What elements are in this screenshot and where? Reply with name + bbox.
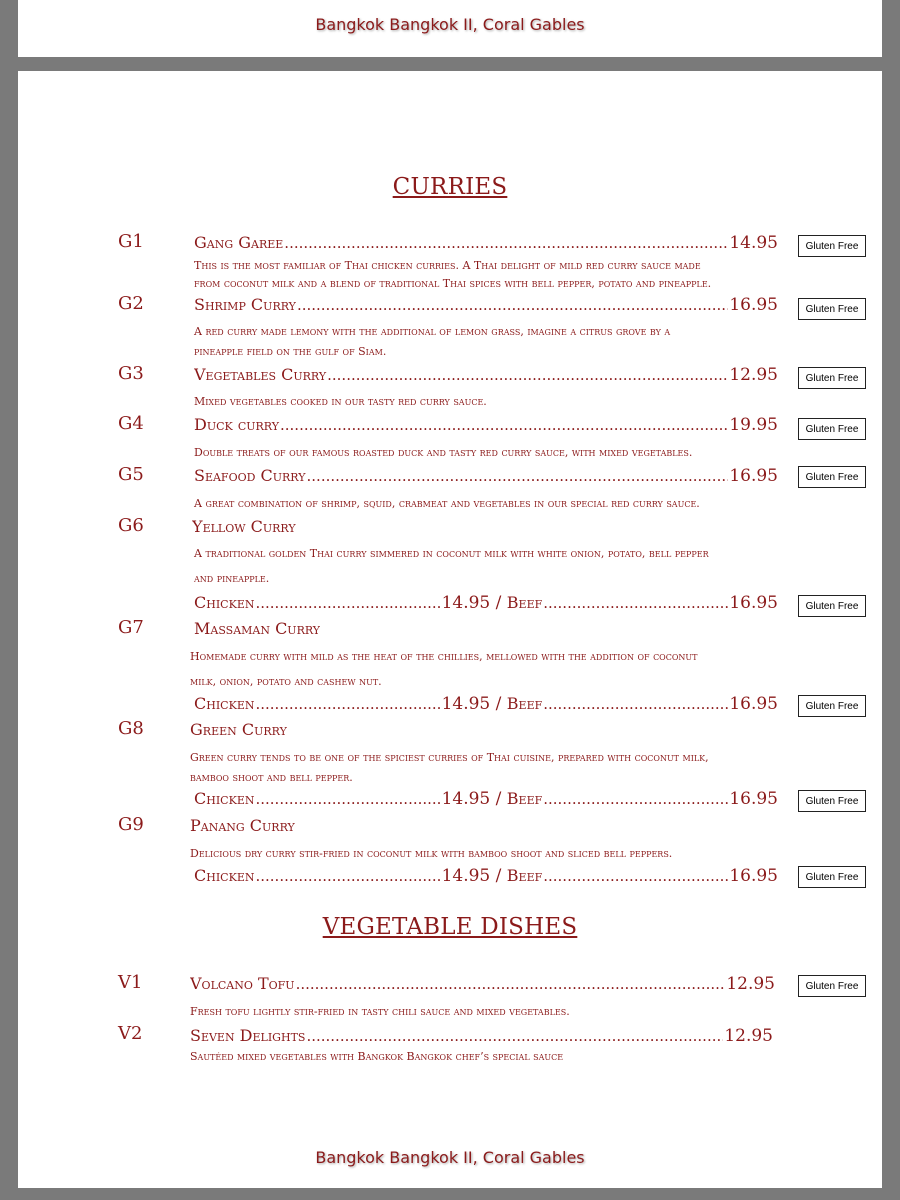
item-name: Panang Curry xyxy=(190,816,295,835)
gluten-free-badge: Gluten Free xyxy=(798,975,866,997)
item-description: Homemade curry with mild as the heat of the chillies, mellowed with the addition of coconut xyxy=(190,650,698,663)
option-beef: Beef xyxy=(506,789,543,808)
price-line-chicken-beef: Chicken ..... 14.95 / Beef ..... 16.95 xyxy=(194,694,778,714)
item-code: G8 xyxy=(118,718,144,739)
item-price: 12.95 xyxy=(729,365,778,385)
menu-item-seafood-curry xyxy=(194,466,778,486)
gluten-free-badge: Gluten Free xyxy=(798,595,866,617)
item-description: pineapple field on the gulf of Siam. xyxy=(194,345,387,358)
item-code: G7 xyxy=(118,617,144,638)
item-description: A red curry made lemony with the additional of lemon grass, imagine a citrus grove by a xyxy=(194,325,671,338)
item-description: Sautéed mixed vegetables with Bangkok Bangkok chef’s special sauce xyxy=(190,1050,564,1063)
item-description: Fresh tofu lightly stir-fried in tasty chili sauce and mixed vegetables. xyxy=(190,1005,570,1018)
menu-item-panang-curry xyxy=(190,816,295,835)
option-beef: Beef xyxy=(506,694,543,713)
item-description: Delicious dry curry stir-fried in coconut milk with bamboo shoot and sliced bell peppers. xyxy=(190,847,673,860)
chicken-price: 14.95 xyxy=(441,593,491,613)
option-chicken: Chicken xyxy=(194,789,255,808)
item-price: 16.95 xyxy=(729,295,778,315)
dot-leader xyxy=(307,467,729,485)
menu-item-duck-curry xyxy=(194,415,778,435)
option-chicken: Chicken xyxy=(194,593,255,612)
dot-leader xyxy=(280,416,728,434)
header-restaurant-name: Bangkok Bangkok II, Coral Gables xyxy=(315,15,585,34)
price-line-chicken-beef: Chicken ..... 14.95 / Beef ..... 16.95 xyxy=(194,866,778,886)
menu-item-yellow-curry xyxy=(192,517,296,536)
item-description: Double treats of our famous roasted duck and tasty red curry sauce, with mixed vegetables. xyxy=(194,446,693,459)
item-price: 19.95 xyxy=(729,415,778,435)
chicken-price: 14.95 xyxy=(441,866,491,886)
item-name: Vegetables Curry xyxy=(194,365,327,384)
menu-item-vegetables-curry xyxy=(194,365,778,385)
dot-leader xyxy=(543,695,728,713)
page-header xyxy=(18,0,882,57)
menu-item-seven-delights xyxy=(190,1026,773,1046)
dot-leader xyxy=(306,1027,723,1045)
item-code: V1 xyxy=(118,972,143,993)
item-code: G6 xyxy=(118,515,144,536)
gluten-free-badge: Gluten Free xyxy=(798,367,866,389)
item-name: Volcano Tofu xyxy=(190,974,295,993)
footer-restaurant-name: Bangkok Bangkok II, Coral Gables xyxy=(315,1148,585,1167)
gluten-free-badge: Gluten Free xyxy=(798,418,866,440)
dot-leader xyxy=(255,867,440,885)
option-beef: Beef xyxy=(506,593,543,612)
dot-leader xyxy=(255,790,440,808)
gluten-free-badge: Gluten Free xyxy=(798,235,866,257)
price-line-chicken-beef: Chicken ..... 14.95 / Beef ..... 16.95 xyxy=(194,593,778,613)
dot-leader xyxy=(255,594,440,612)
item-description: milk, onion, potato and cashew nut. xyxy=(190,675,382,688)
item-price: 14.95 xyxy=(729,233,778,253)
gluten-free-badge: Gluten Free xyxy=(798,466,866,488)
dot-leader xyxy=(296,975,726,993)
item-description: A great combination of shrimp, squid, crabmeat and vegetables in our special red curry sauce. xyxy=(194,497,700,510)
dot-leader xyxy=(327,366,728,384)
item-name: Green Curry xyxy=(190,720,287,739)
menu-item-gang-garee xyxy=(194,233,778,253)
item-name: Seven Delights xyxy=(190,1026,306,1045)
beef-price: 16.95 xyxy=(729,593,778,613)
menu-item-shrimp-curry xyxy=(194,295,778,315)
item-code: G4 xyxy=(118,413,144,434)
item-code: G5 xyxy=(118,464,144,485)
item-price: 16.95 xyxy=(729,466,778,486)
item-code: G1 xyxy=(118,231,144,252)
chicken-price: 14.95 xyxy=(441,694,491,714)
beef-price: 16.95 xyxy=(729,866,778,886)
beef-price: 16.95 xyxy=(729,694,778,714)
beef-price: 16.95 xyxy=(729,789,778,809)
dot-leader xyxy=(543,594,728,612)
section-title-vegetable-dishes: VEGETABLE DISHES xyxy=(322,914,578,940)
dot-leader xyxy=(297,296,728,314)
gluten-free-badge: Gluten Free xyxy=(798,298,866,320)
item-description: bamboo shoot and bell pepper. xyxy=(190,771,353,784)
option-beef: Beef xyxy=(506,866,543,885)
item-code: G2 xyxy=(118,293,144,314)
price-line-chicken-beef: Chicken ..... 14.95 / Beef ..... 16.95 xyxy=(194,789,778,809)
item-description: and pineapple. xyxy=(194,572,270,585)
gluten-free-badge: Gluten Free xyxy=(798,790,866,812)
item-name: Yellow Curry xyxy=(192,517,296,536)
menu-item-green-curry xyxy=(190,720,287,739)
item-description: This is the most familiar of Thai chicken curries. A Thai delight of mild red curry sauce made xyxy=(194,259,701,272)
item-description: Green curry tends to be one of the spiciest curries of Thai cuisine, prepared with coconut milk, xyxy=(190,751,709,764)
option-chicken: Chicken xyxy=(194,694,255,713)
item-code: G3 xyxy=(118,363,144,384)
menu-item-volcano-tofu xyxy=(190,974,775,994)
item-code: G9 xyxy=(118,814,144,835)
gluten-free-badge: Gluten Free xyxy=(798,866,866,888)
item-name: Duck curry xyxy=(194,415,279,434)
dot-leader xyxy=(543,790,728,808)
item-description: A traditional golden Thai curry simmered in coconut milk with white onion, potato, bell pepper xyxy=(194,547,709,560)
item-name: Seafood Curry xyxy=(194,466,306,485)
item-name: Gang Garee xyxy=(194,233,284,252)
item-description: Mixed vegetables cooked in our tasty red curry sauce. xyxy=(194,395,487,408)
section-title-curries: CURRIES xyxy=(392,174,508,200)
gluten-free-badge: Gluten Free xyxy=(798,695,866,717)
dot-leader xyxy=(543,867,728,885)
item-price: 12.95 xyxy=(724,1026,773,1046)
menu-page xyxy=(18,71,882,1188)
item-code: V2 xyxy=(118,1023,143,1044)
chicken-price: 14.95 xyxy=(441,789,491,809)
option-chicken: Chicken xyxy=(194,866,255,885)
menu-item-massaman-curry xyxy=(194,619,320,638)
dot-leader xyxy=(284,234,728,252)
item-price: 12.95 xyxy=(726,974,775,994)
item-description: from coconut milk and a blend of traditional Thai spices with bell pepper, potato and pineapple. xyxy=(194,277,712,290)
dot-leader xyxy=(255,695,440,713)
item-name: Massaman Curry xyxy=(194,619,321,638)
item-name: Shrimp Curry xyxy=(194,295,296,314)
